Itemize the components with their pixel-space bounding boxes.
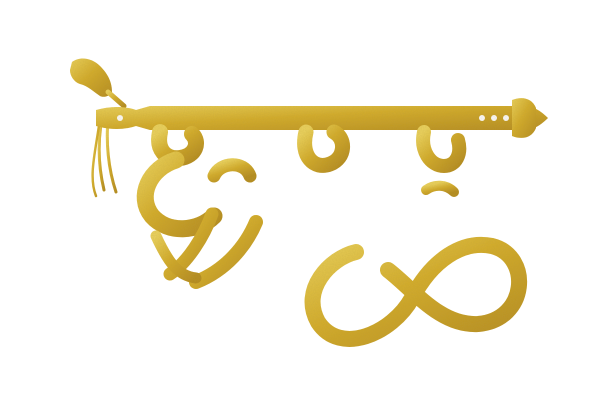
letter-bha bbox=[305, 132, 520, 339]
letter-na-final bbox=[423, 132, 470, 222]
letter-na bbox=[196, 132, 256, 282]
letter-ha bbox=[145, 132, 214, 274]
flag-icon bbox=[70, 59, 124, 106]
